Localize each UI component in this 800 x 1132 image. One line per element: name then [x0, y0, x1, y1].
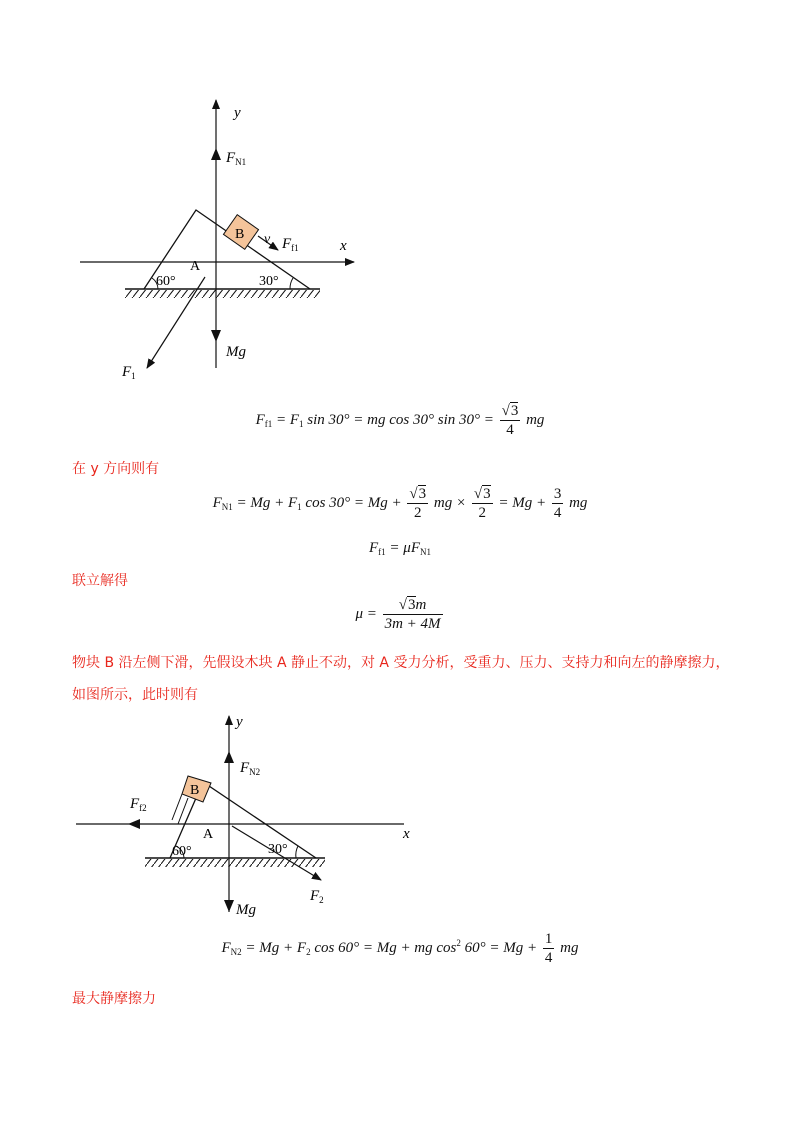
- y-axis-label: y: [234, 105, 241, 121]
- friction-f2-arrow: [128, 819, 140, 829]
- text-max-static-friction: 最大静摩擦力: [72, 991, 156, 1007]
- angle-60-label: 60°: [156, 274, 176, 289]
- velocity-label: v: [264, 232, 271, 247]
- friction-label-2: $F_{f2}$: [130, 796, 147, 813]
- angle-30-label-2: 30°: [268, 842, 288, 857]
- force-diagram-1: [0, 0, 800, 400]
- weight-label-2: Mg: [236, 902, 256, 918]
- text-analysis: 物块 B 沿左侧下滑，先假设木块 A 静止不动，对 A 受力分析，受重力、压力、支持力和向左的静摩擦力，: [72, 655, 730, 671]
- force-diagram-2: [0, 700, 800, 930]
- block-label: B: [235, 227, 245, 242]
- equation-normal-1: $F_{N1} = Mg + F_1$ cos 30° = Mg + $\frac{√3}{2}$ mg × $\frac{√3}{2}$ = Mg + $\frac{3}{4}$ mg: [212, 486, 588, 521]
- ground-hatch: [125, 290, 320, 298]
- wedge-label-2: A: [203, 827, 214, 842]
- force-F2-label: $F_2$: [310, 888, 324, 905]
- normal-force-label: $F_{N1}$: [226, 150, 247, 167]
- weight-arrow-2: [224, 900, 234, 912]
- text-solve: 联立解得: [72, 573, 128, 589]
- force-F1-label: $F_1$: [122, 364, 136, 381]
- weight-label: Mg: [226, 344, 246, 360]
- angle-arc-30-2: [296, 846, 298, 858]
- text-as-shown: 如图所示，此时则有: [72, 687, 198, 703]
- angle-60-label-2: 60°: [172, 844, 192, 859]
- x-axis-label: x: [340, 238, 347, 254]
- wedge-label: A: [190, 259, 201, 274]
- angle-30-label: 30°: [259, 274, 279, 289]
- weight-arrow: [211, 330, 221, 342]
- equation-friction-1: $F_{f1} = F_1$ sin 30° = mg cos 30° sin 30° = $\frac{√3}{4}$ mg: [255, 403, 545, 438]
- text-y-direction: 在 y 方向则有: [72, 461, 160, 477]
- friction-label: $F_{f1}$: [282, 236, 299, 253]
- equation-friction-mu: $F_{f1} = \mu F_{N1}$: [369, 540, 431, 557]
- equation-normal-2: $F_{N2} = Mg + F_2$ cos 60° = Mg + mg $\cos^2 60^\circ = Mg$ + $\frac{1}{4}$ mg: [221, 931, 579, 966]
- normal-force-arrow-2: [224, 751, 234, 763]
- normal-force-arrow: [211, 148, 221, 160]
- y-axis-label-2: y: [236, 714, 243, 730]
- x-axis-label-2: x: [403, 826, 410, 842]
- equation-mu-result: μ = $\frac{√3m}{3m + 4M}$: [355, 597, 441, 632]
- angle-arc-30: [290, 278, 293, 289]
- block-label-2: B: [190, 783, 200, 798]
- normal-force-label-2: $F_{N2}$: [240, 760, 261, 777]
